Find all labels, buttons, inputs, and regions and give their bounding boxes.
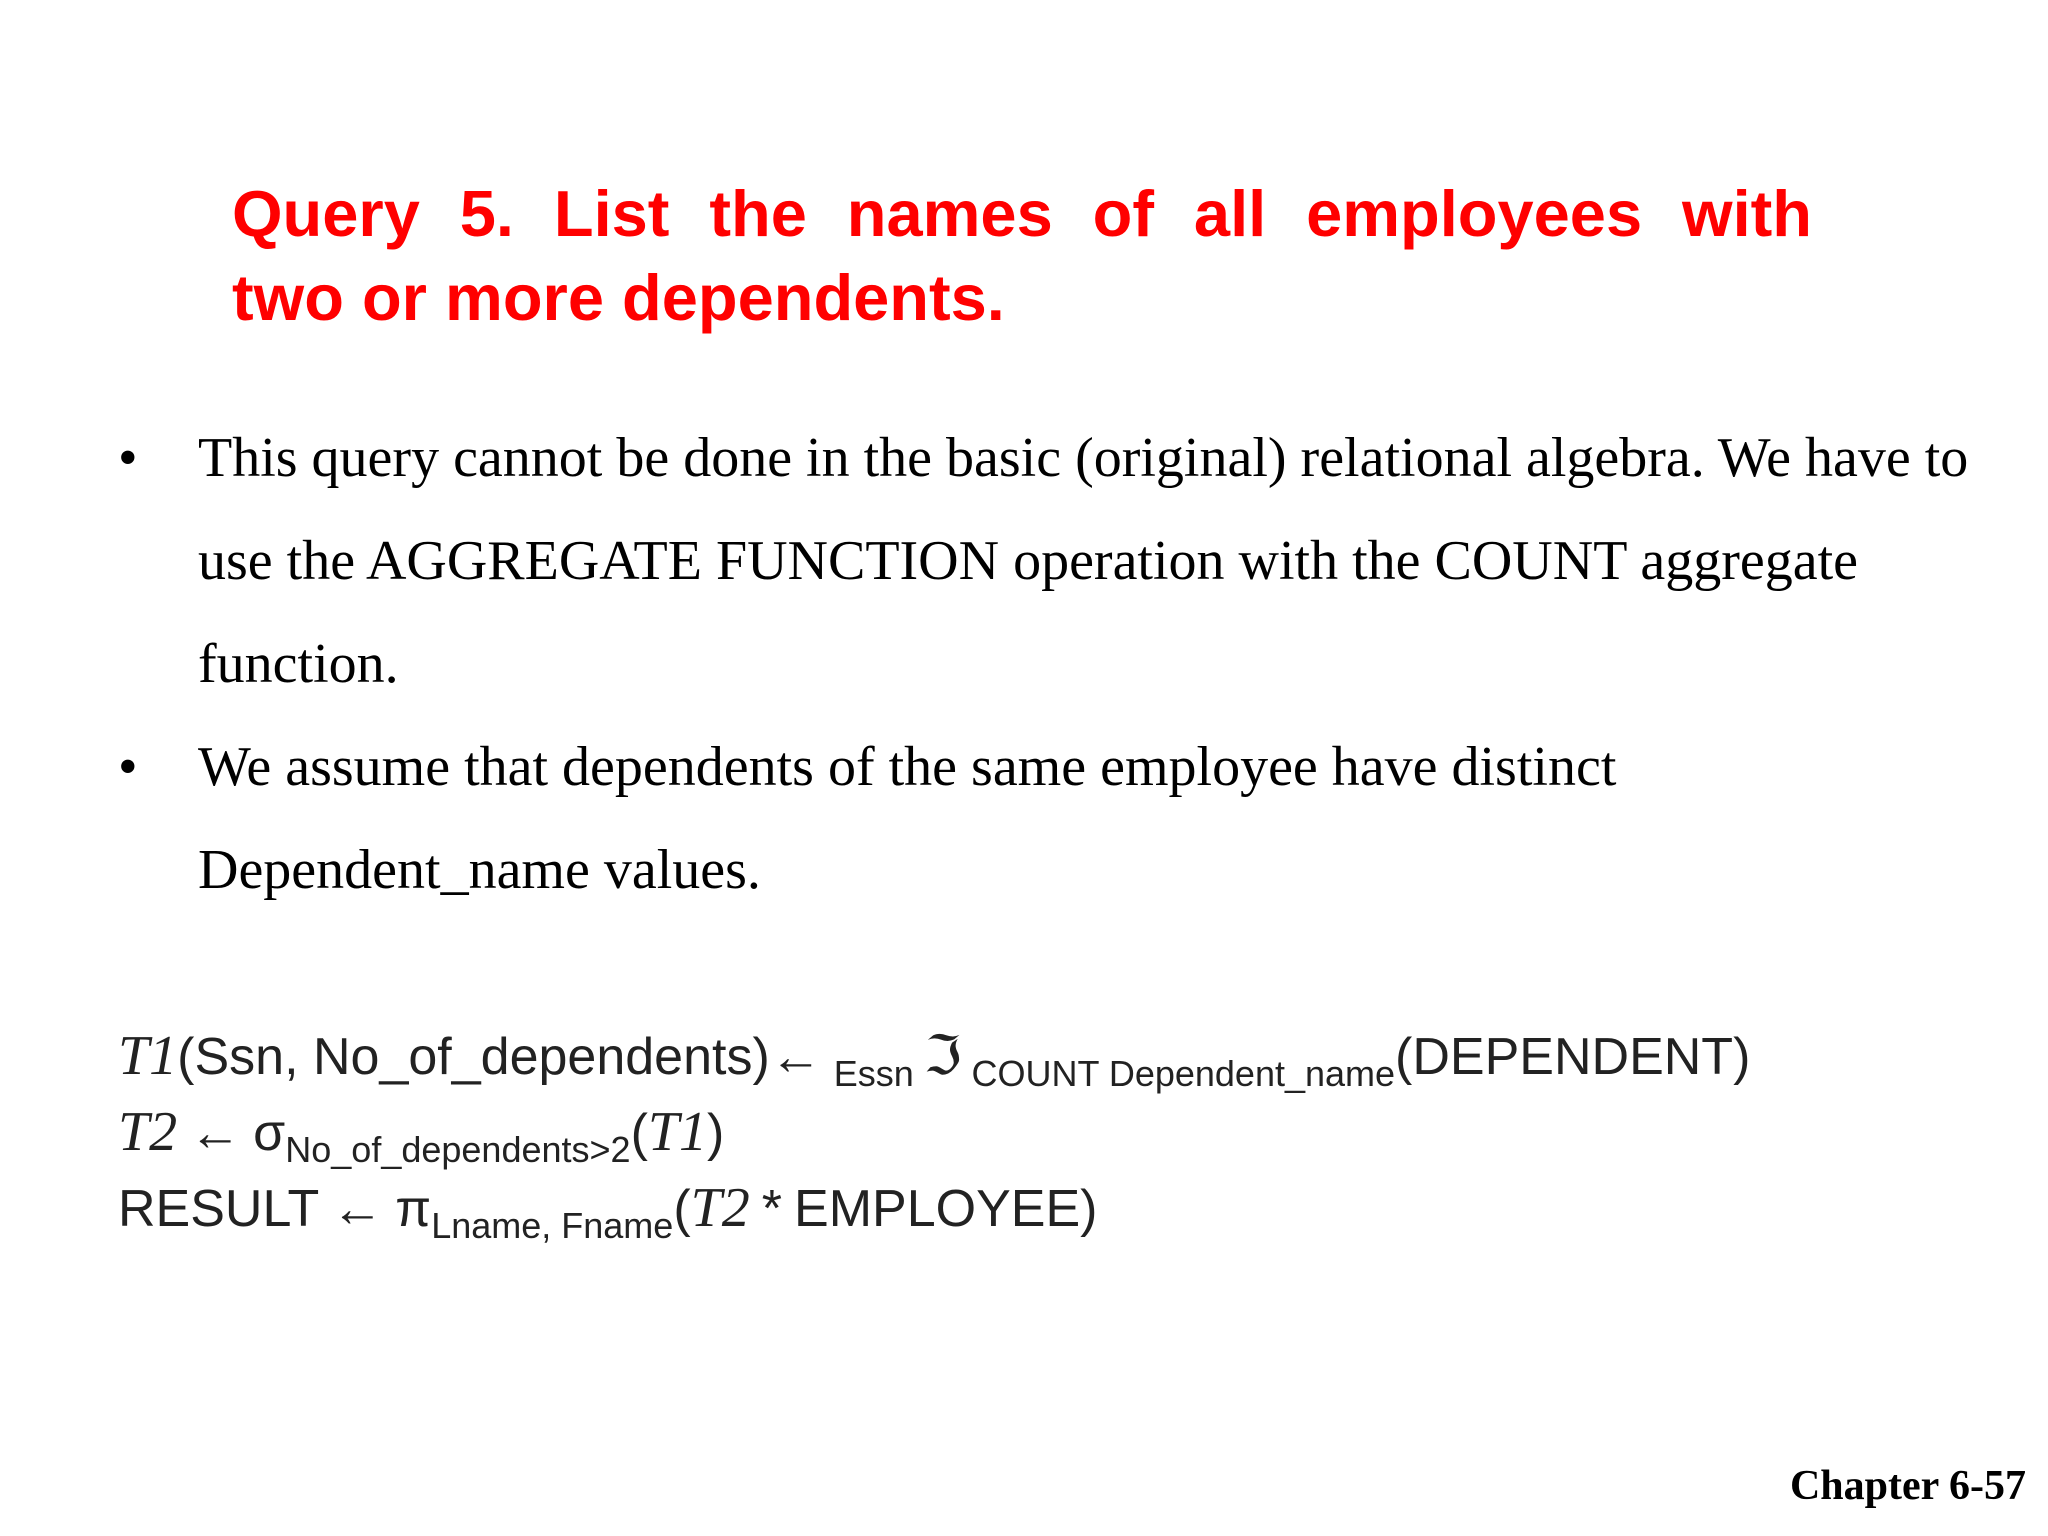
relational-algebra-block <box>118 1018 1998 1246</box>
grouping-attribute: Essn <box>833 1053 914 1094</box>
bullet-marker: • <box>118 427 138 489</box>
bullet-item <box>110 716 1990 922</box>
bullet-text: This query cannot be done in the basic (original) relational algebra. We have to use the AGGREGATE FUNCTION operation with the COUNT aggregate function. <box>198 427 1969 695</box>
bullet-list <box>110 407 1990 922</box>
relation-name: RESULT <box>118 1180 320 1238</box>
relation-name: T1 <box>118 1025 178 1087</box>
slide-title-line-2: two or more dependents. <box>232 261 1005 334</box>
select-symbol: σ <box>253 1104 286 1162</box>
algebra-line-1 <box>118 1018 1998 1094</box>
assign-arrow: ← <box>189 1104 242 1162</box>
operand-relation: (DEPENDENT) <box>1395 1028 1751 1086</box>
natural-join-symbol: * <box>761 1180 783 1238</box>
bullet-item <box>110 407 1990 716</box>
bullet-marker: • <box>118 736 138 798</box>
aggregate-function-list: COUNT Dependent_name <box>971 1053 1396 1094</box>
relation-name: T2 <box>118 1101 178 1163</box>
select-condition: No_of_dependents>2 <box>285 1129 631 1170</box>
assign-arrow: ← <box>769 1028 822 1086</box>
bullet-text: We assume that dependents of the same employee have distinct Dependent_name values. <box>198 736 1617 901</box>
operand-relation-rest: EMPLOYEE) <box>794 1180 1098 1238</box>
operand-relation: T1 <box>647 1101 708 1163</box>
relation-attributes: (Ssn, No_of_dependents) <box>177 1028 770 1086</box>
operand-relation: T2 <box>690 1177 750 1239</box>
assign-arrow: ← <box>331 1180 384 1238</box>
aggregate-function-symbol: ℑ <box>923 1024 962 1087</box>
paren-close: ) <box>707 1104 725 1162</box>
slide-footer: Chapter 6-57 <box>1789 1463 2026 1509</box>
paren-open: ( <box>673 1180 691 1238</box>
algebra-line-2 <box>118 1094 1998 1170</box>
projection-attributes: Lname, Fname <box>431 1205 674 1246</box>
slide-title-line-1: Query 5. List the names of all employees with <box>232 177 1812 250</box>
algebra-line-3 <box>118 1170 1998 1246</box>
paren-open: ( <box>630 1104 648 1162</box>
project-symbol: π <box>395 1180 432 1238</box>
slide-title <box>232 172 1812 340</box>
